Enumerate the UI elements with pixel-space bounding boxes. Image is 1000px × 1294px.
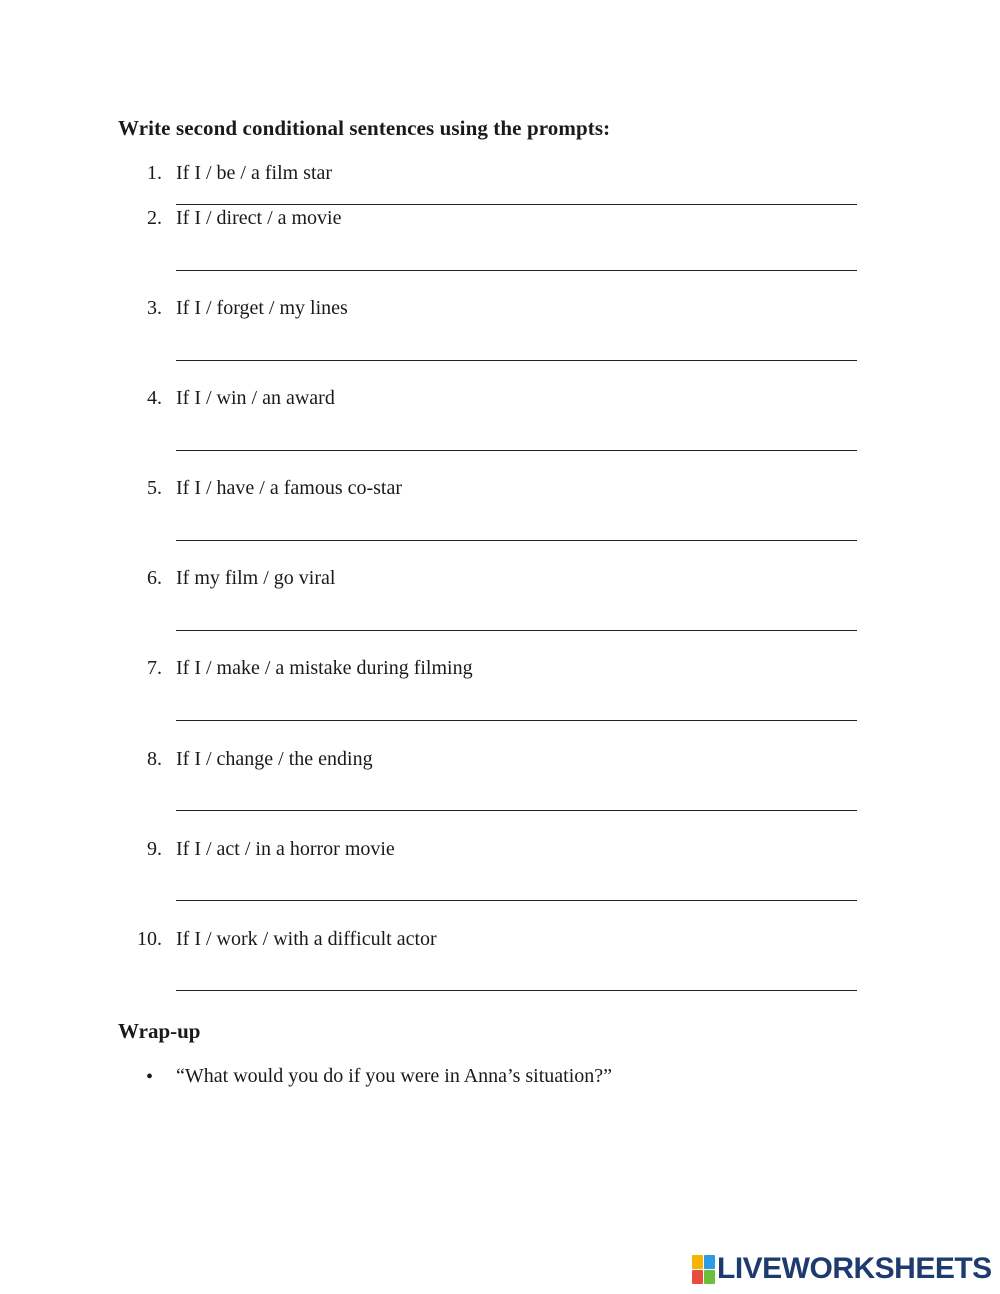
item-number: 5. [147,477,162,499]
answer-line[interactable] [176,720,857,721]
item-number: 8. [147,748,162,770]
item-prompt: If I / be / a film star [176,162,333,184]
item-prompt: If I / win / an award [176,387,335,409]
logo-text: LIVEWORKSHEETS [717,1252,992,1285]
answer-line[interactable] [176,900,857,901]
answer-line[interactable] [176,990,857,991]
answer-line[interactable] [176,204,857,205]
item-number: 10. [137,928,162,950]
wrapup-heading: Wrap-up [118,1019,201,1043]
item-prompt: If my film / go viral [176,567,336,589]
answer-line[interactable] [176,540,857,541]
wrapup-question: “What would you do if you were in Anna’s situation?” [176,1065,613,1087]
item-prompt: If I / have / a famous co-star [176,477,403,499]
item-prompt: If I / forget / my lines [176,297,348,319]
item-prompt: If I / work / with a difficult actor [176,928,437,950]
answer-line[interactable] [176,810,857,811]
item-prompt: If I / make / a mistake during filming [176,657,473,679]
item-number: 4. [147,387,162,409]
item-prompt: If I / change / the ending [176,748,373,770]
item-number: 1. [147,162,162,184]
worksheet-heading: Write second conditional sentences using the prompts: [118,116,611,140]
item-number: 7. [147,657,162,679]
logo-blocks-icon [692,1255,714,1283]
answer-line[interactable] [176,270,857,271]
bullet-point: • [146,1066,154,1088]
answer-line[interactable] [176,630,857,631]
item-number: 2. [147,207,162,229]
item-prompt: If I / direct / a movie [176,207,342,229]
answer-line[interactable] [176,450,857,451]
item-number: 3. [147,297,162,319]
item-number: 6. [147,567,162,589]
answer-line[interactable] [176,360,857,361]
item-prompt: If I / act / in a horror movie [176,838,395,860]
liveworksheets-logo [692,1252,992,1286]
item-number: 9. [147,838,162,860]
